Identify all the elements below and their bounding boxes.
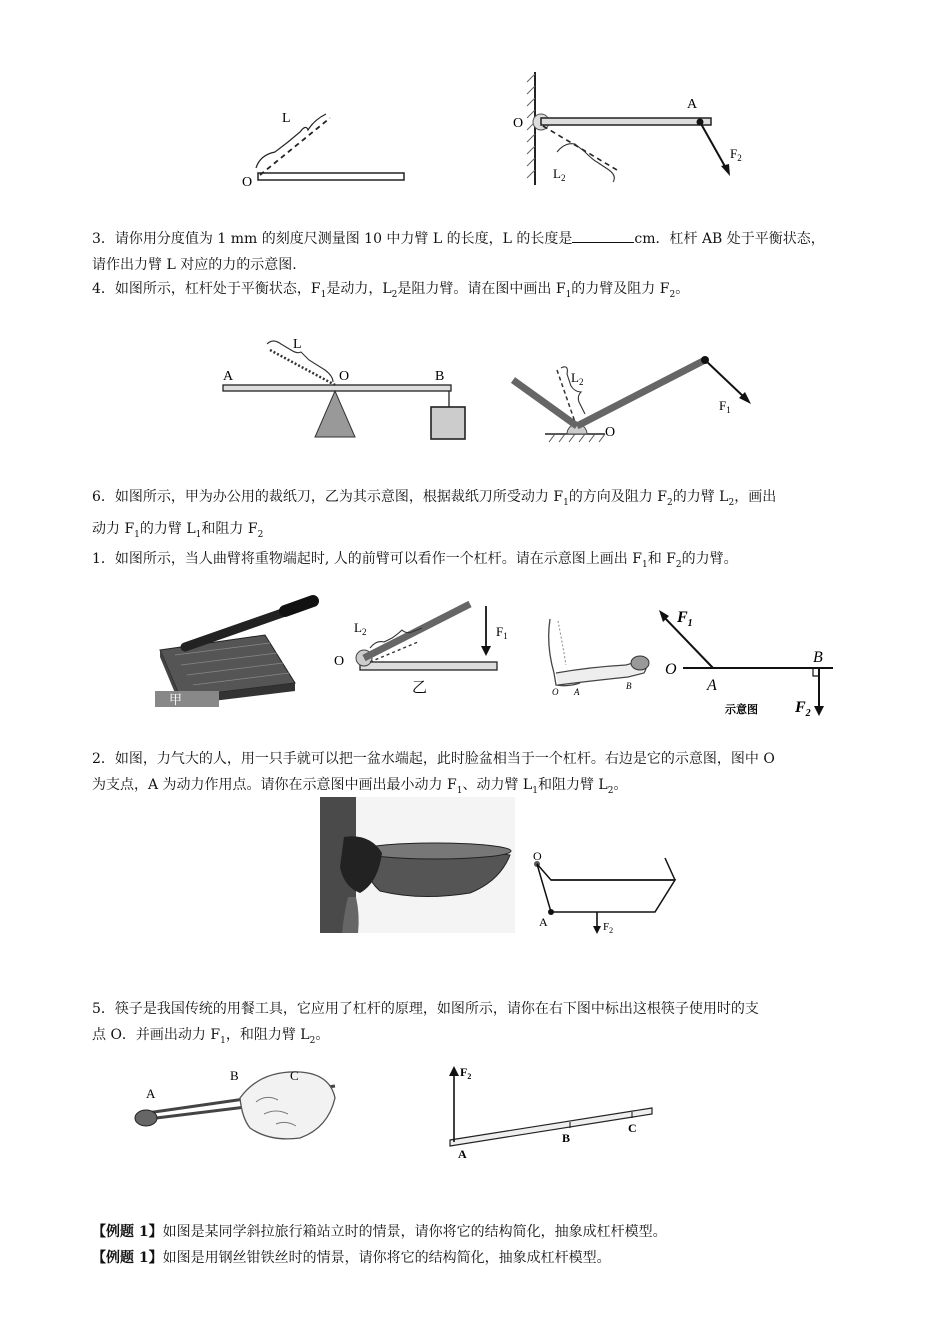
figure-basin-photo bbox=[320, 797, 515, 933]
weight-box bbox=[431, 407, 465, 439]
q3-text-part1: 3．请你用分度值为 1 mm 的刻度尺测量图 10 中力臂 L 的长度，L 的长度是 bbox=[92, 231, 573, 247]
label-a: A bbox=[458, 1147, 467, 1161]
force-f2-arrow bbox=[593, 926, 601, 934]
label-f2: $F_2$ bbox=[460, 1065, 472, 1081]
q3-answer-blank[interactable] bbox=[572, 228, 634, 243]
example-text: 如图是某同学斜拉旅行箱站立时的情景，请你将它的结构简化，抽象成杠杆模型。 bbox=[162, 1224, 667, 1240]
lever-bar bbox=[223, 385, 451, 391]
label-l: L bbox=[282, 111, 291, 126]
figure-lever-ab bbox=[215, 330, 475, 445]
short-arm bbox=[513, 380, 577, 426]
example-tag: 【例题 1】 bbox=[92, 1250, 163, 1266]
example-tag: 【例题 1】 bbox=[92, 1224, 163, 1240]
label-f1: $F_1$ bbox=[719, 398, 731, 415]
label-f2: $F_2$ bbox=[603, 921, 614, 935]
label-c: C bbox=[628, 1121, 637, 1135]
caption-yi: 乙 bbox=[412, 680, 428, 696]
basin-right-edge bbox=[665, 858, 675, 880]
base-bar bbox=[360, 662, 497, 670]
lever-bar bbox=[258, 173, 404, 180]
figure-paper-cutter-diagram bbox=[330, 600, 508, 705]
question-5: 5．筷子是我国传统的用餐工具，它应用了杠杆的原理，如图所示，请你在右下图中标出这根筷子使用时的支 点 O．并画出动力 $F_1$，和阻力臂 $L_2$。 bbox=[92, 1001, 759, 1046]
example-1-suitcase bbox=[92, 1219, 912, 1245]
label-b: B bbox=[435, 369, 445, 384]
label-a: A bbox=[707, 677, 717, 694]
label-f1: $F_1$ bbox=[496, 624, 508, 641]
example-text: 如图是用钢丝钳铁丝时的情景，请你将它的结构简化，抽象成杠杆模型。 bbox=[162, 1250, 611, 1266]
label-o: O bbox=[334, 654, 345, 669]
ground-hatching bbox=[549, 434, 605, 442]
arm-dotted bbox=[270, 350, 335, 385]
long-arm bbox=[577, 360, 705, 426]
label-a: A bbox=[687, 97, 698, 112]
label-l2: $L_2$ bbox=[354, 620, 367, 637]
label-a: A bbox=[539, 915, 548, 929]
label-o: O bbox=[339, 369, 350, 384]
cutter-handle bbox=[285, 601, 313, 611]
blade-arm bbox=[364, 604, 470, 658]
label-l2: $L_2$ bbox=[553, 166, 566, 183]
q3-text-part3: 请作出力臂 L 对应的力的示意图. bbox=[92, 257, 297, 273]
figure-v-lever bbox=[505, 352, 760, 447]
q3-text-part2: cm．杠杆 AB 处于平衡状态， bbox=[634, 231, 825, 247]
label-b: B bbox=[230, 1068, 239, 1083]
question-4: 4．如图所示，杠杆处于平衡状态，$F_1$是动力，$L_2$是阻力臂。请在图中画出 $F_1$的力臂及阻力 $F_2$。 bbox=[92, 281, 690, 300]
force-f1-arrow bbox=[481, 646, 491, 656]
example-1-pliers bbox=[92, 1245, 912, 1271]
figure-chopsticks-schematic bbox=[440, 1060, 660, 1160]
caption-schematic: 示意图 bbox=[725, 704, 758, 716]
arm-dashed-line bbox=[260, 118, 330, 175]
figure-lever-arm-l bbox=[230, 100, 420, 195]
figure-arm-sketch bbox=[540, 615, 655, 700]
figure-chopsticks-photo bbox=[130, 1058, 345, 1153]
label-f2: $F_2$ bbox=[730, 146, 742, 163]
label-a: A bbox=[574, 687, 580, 697]
label-l2: $L_2$ bbox=[571, 370, 584, 387]
label-o: O bbox=[605, 425, 616, 440]
caption-bg bbox=[155, 691, 219, 707]
force-f2-line bbox=[700, 122, 727, 170]
figure-wall-lever bbox=[505, 72, 760, 187]
label-l: L bbox=[293, 337, 302, 352]
label-f1: $F_1$ bbox=[677, 609, 693, 629]
weight-ball bbox=[631, 656, 649, 670]
caption-jia: 甲 bbox=[169, 692, 183, 707]
figure-basin-schematic bbox=[525, 850, 685, 935]
question-3 bbox=[92, 226, 912, 278]
label-a: A bbox=[146, 1086, 156, 1101]
force-f2-arrow bbox=[449, 1066, 459, 1076]
brace bbox=[256, 114, 326, 168]
label-o: O bbox=[533, 849, 542, 863]
figure-arm-schematic bbox=[655, 608, 845, 720]
chopstick-bar bbox=[450, 1108, 652, 1146]
point-a-dot bbox=[548, 909, 554, 915]
upper-arm-inner bbox=[558, 621, 566, 665]
label-b: B bbox=[562, 1131, 571, 1145]
question-6: 6．如图所示，甲为办公用的裁纸刀，乙为其示意图，根据裁纸刀所受动力 $F_1$的方向及阻力 $F_2$的力臂 $L_2$，画出 动力 $F_1$的力臂 $L_1$和阻力 $F_2$ bbox=[92, 489, 777, 540]
label-b: B bbox=[813, 649, 823, 666]
label-a: A bbox=[223, 369, 234, 384]
label-c: C bbox=[290, 1068, 299, 1083]
label-o: O bbox=[665, 661, 677, 678]
label-o: O bbox=[242, 175, 253, 190]
question-1: 1．如图所示，当人曲臂将重物端起时, 人的前臂可以看作一个杠杆。请在示意图上画出 $F_1$和 $F_2$的力臂。 bbox=[92, 551, 738, 570]
figure-paper-cutter-photo bbox=[155, 595, 320, 710]
basin-outline bbox=[537, 864, 675, 912]
label-b: B bbox=[626, 681, 632, 691]
force-f2-arrow bbox=[814, 706, 824, 716]
food bbox=[135, 1110, 157, 1126]
label-o: O bbox=[513, 116, 524, 131]
lever-bar bbox=[541, 118, 711, 125]
label-f2: $F_2$ bbox=[795, 699, 811, 719]
fulcrum bbox=[315, 391, 355, 437]
basin-rim bbox=[359, 843, 511, 859]
force-f1-line bbox=[705, 360, 745, 398]
question-2: 2．如图，力气大的人，用一只手就可以把一盆水端起，此时脸盆相当于一个杠杆。右边是它的示意图，图中 O 为支点，A 为动力作用点。请你在示意图中画出最小动力 $F_1$、动力臂 $L_1$和阻力臂 $L_2$。 bbox=[92, 751, 775, 796]
label-o: O bbox=[552, 687, 559, 697]
hand bbox=[240, 1072, 335, 1139]
force-f2-arrow bbox=[721, 164, 730, 176]
